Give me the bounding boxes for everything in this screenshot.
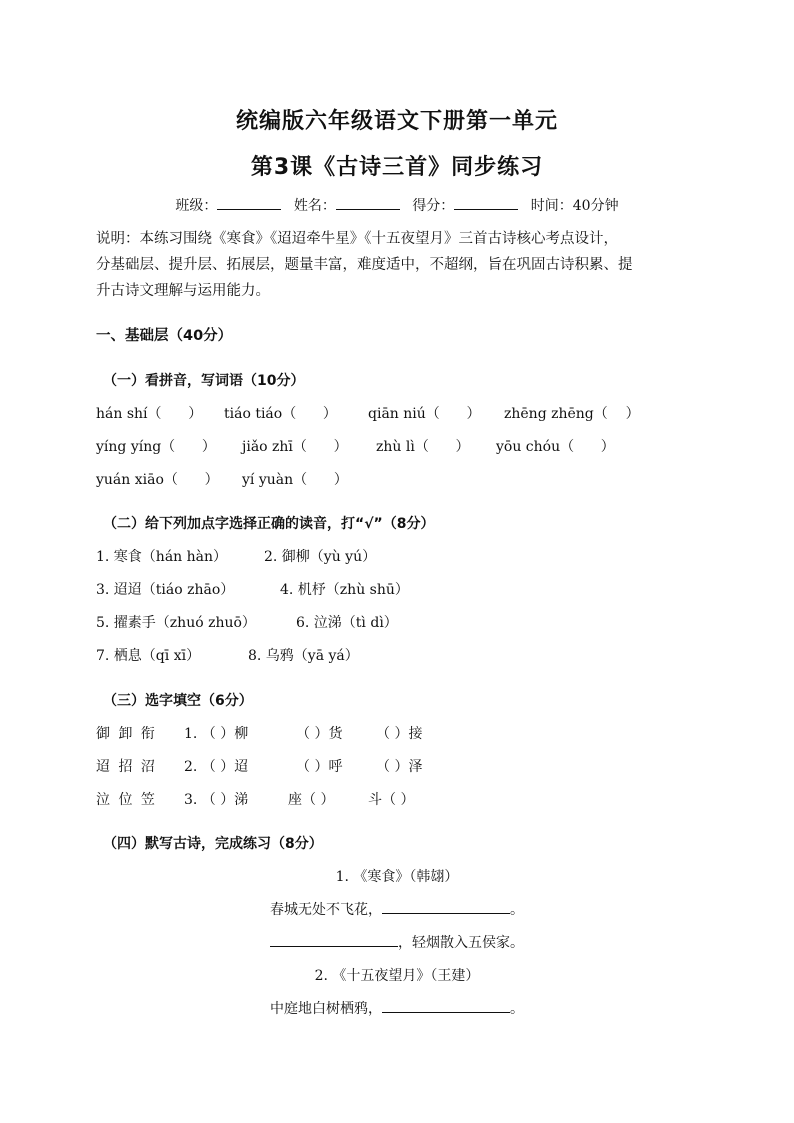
fill-item: 斗（ ） — [368, 792, 415, 808]
fill-item: 座（ ） — [288, 792, 335, 808]
pinyin-item: yuán xiāo（ ） — [96, 472, 219, 488]
reading-item: 6. 泣涕（tì dì） — [296, 615, 398, 631]
poem-punct: 。 — [510, 902, 524, 918]
part3-heading: （三）选字填空（6分） — [103, 693, 253, 709]
name-blank[interactable] — [336, 197, 400, 210]
reading-item: 8. 乌鸦（yā yá） — [248, 648, 359, 664]
reading-item: 5. 擢素手（zhuó zhuō） — [96, 615, 256, 631]
fill-item: （ ）呼 — [296, 759, 343, 775]
reading-item: 1. 寒食（hán hàn） — [96, 549, 228, 565]
page-subtitle: 第3课《古诗三首》同步练习 — [250, 155, 544, 180]
pinyin-item: hán shí（ ） — [96, 406, 203, 422]
pinyin-item: qiān niú（ ） — [368, 406, 481, 422]
pinyin-item: yōu chóu（ ） — [496, 439, 615, 455]
student-info-line — [0, 195, 794, 215]
fill-item: 2. （ ）迢 — [184, 759, 249, 775]
score-blank[interactable] — [454, 197, 518, 210]
score-label: 得分： — [412, 198, 455, 214]
pinyin-item: yíng yíng（ ） — [96, 439, 216, 455]
poem-line — [0, 932, 794, 952]
pinyin-item: tiáo tiáo（ ） — [224, 406, 337, 422]
answer-blank[interactable] — [382, 901, 510, 914]
reading-item: 7. 栖息（qī xī） — [96, 648, 201, 664]
char-options: 泣 位 笠 — [96, 792, 157, 808]
poem-text: ，轻烟散入五侯家。 — [398, 935, 524, 951]
name-label: 姓名： — [293, 198, 336, 214]
pinyin-item: yí yuàn（ ） — [242, 472, 348, 488]
reading-item: 3. 迢迢（tiáo zhāo） — [96, 582, 235, 598]
pinyin-item: jiǎo zhī（ ） — [242, 439, 348, 455]
answer-blank[interactable] — [382, 1000, 510, 1013]
poem-line — [0, 998, 794, 1018]
class-label: 班级： — [175, 198, 218, 214]
poem-text: 中庭地白树栖鸦， — [270, 1001, 382, 1017]
reading-item: 2. 御柳（yù yú） — [264, 549, 377, 565]
fill-item: （ ）货 — [296, 726, 343, 742]
intro-text — [96, 226, 696, 304]
section-heading: 一、基础层（40分） — [96, 328, 233, 344]
intro-line: 说明：本练习围绕《寒食》《迢迢牵牛星》《十五夜望月》三首古诗核心考点设计， — [96, 231, 618, 247]
part4-heading: （四）默写古诗，完成练习（8分） — [103, 836, 323, 852]
pinyin-item: zhēng zhēng（ ） — [504, 406, 640, 422]
answer-blank[interactable] — [270, 934, 398, 947]
fill-item: 1. （ ）柳 — [184, 726, 249, 742]
fill-item: 3. （ ）涕 — [184, 792, 249, 808]
part2-heading: （二）给下列加点字选择正确的读音，打“√”（8分） — [103, 516, 435, 532]
time-label: 时间：40分钟 — [530, 198, 619, 214]
poem-punct: 。 — [510, 1001, 524, 1017]
intro-line: 分基础层、提升层、拓展层，题量丰富，难度适中，不超纲，旨在巩固古诗积累、提 — [96, 257, 633, 273]
part1-heading: （一）看拼音，写词语（10分） — [103, 373, 305, 389]
fill-item: （ ）接 — [376, 726, 423, 742]
intro-line: 升古诗文理解与运用能力。 — [96, 283, 270, 299]
page-title: 统编版六年级语文下册第一单元 — [235, 109, 558, 134]
poem-title: 1. 《寒食》（韩翃） — [335, 869, 459, 885]
poem-text: 春城无处不飞花， — [270, 902, 382, 918]
reading-item: 4. 机杼（zhù shū） — [280, 582, 409, 598]
poem-line — [0, 899, 794, 919]
class-blank[interactable] — [217, 197, 281, 210]
char-options: 迢 招 沼 — [96, 759, 157, 775]
char-options: 御 卸 衔 — [96, 726, 157, 742]
poem-title: 2. 《十五夜望月》（王建） — [314, 968, 480, 984]
fill-item: （ ）泽 — [376, 759, 423, 775]
pinyin-item: zhù lì（ ） — [376, 439, 470, 455]
